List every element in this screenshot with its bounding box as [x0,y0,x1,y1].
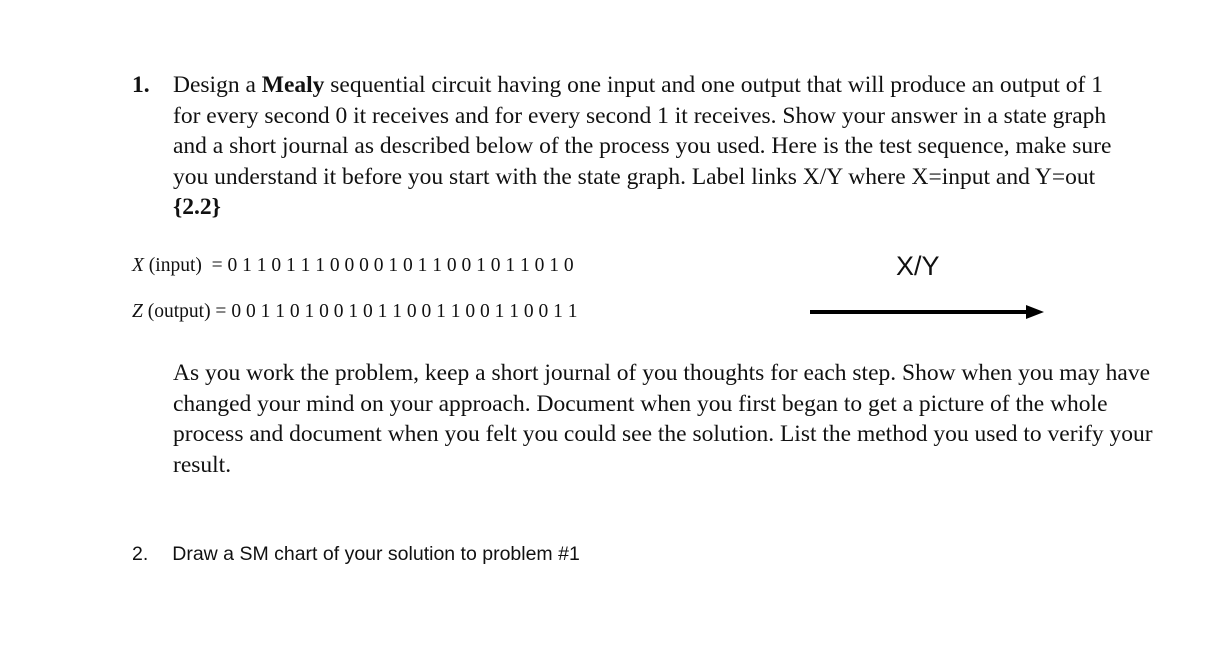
input-label: (input) = [143,255,228,276]
question-1-points: {2.2} [173,194,221,220]
arrow-icon [810,302,1046,322]
question-1-number: 1. [132,72,150,98]
mealy-keyword: Mealy [261,72,325,98]
output-values: 0 0 1 1 0 1 0 0 1 0 1 1 0 0 1 1 0 0 1 1 0 0 1 1 [231,301,578,322]
question-2-text: Draw a SM chart of your solution to problem #1 [172,543,580,565]
journal-instructions: As you work the problem, keep a short journal of you thoughts for each step. Show when you may have changed your mind on your approach. Document when you first began to get a picture of the whole process and document when you felt you could see the solution. List the method you used to verify your result. [173,360,1153,478]
question-1-text [173,70,1132,223]
output-sequence [132,301,577,323]
output-variable: Z [132,301,143,322]
question-1-text-part-2: sequential circuit having one input and one output that will produce an output of 1 for every second 0 it receives and for every second 1 it receives. Show your answer in a state graph and a short journal as described below of the process you used. Here is the test sequence, make sure you understand it before you start with the state graph. Label links X/Y where X=input and Y=out [173,72,1112,190]
question-1-text-part-1: Design a [173,72,262,98]
input-sequence [132,255,574,277]
input-variable: X [132,255,144,276]
link-label-legend: X/Y [896,251,940,281]
question-2-number: 2. [132,543,149,565]
output-label: (output) = [142,301,232,322]
question-2 [132,543,580,566]
arrow-head [1026,305,1044,319]
question-1 [132,70,1132,223]
input-values: 0 1 1 0 1 1 1 0 0 0 0 1 0 1 1 0 0 1 0 1 1 0 1 0 [227,255,574,276]
